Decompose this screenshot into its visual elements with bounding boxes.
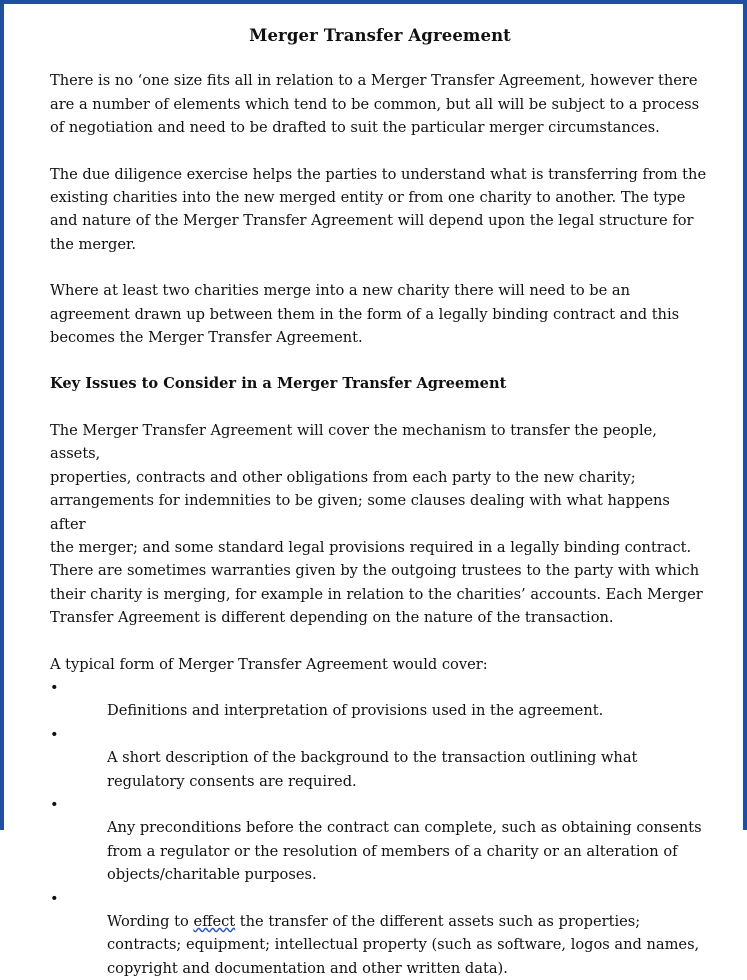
section-heading: Key Issues to Consider in a Merger Transfer Agreement bbox=[50, 375, 507, 393]
list-item bbox=[50, 723, 710, 793]
bullet-list bbox=[50, 676, 710, 980]
list-item-text: Any preconditions before the contract can complete, such as obtaining consents from a regulator or the resolution of members of a charity or an alteration of objects/charitable purposes. bbox=[107, 819, 702, 884]
list-item-text-before: Wording to bbox=[107, 913, 194, 930]
list-intro: A typical form of Merger Transfer Agreement would cover: bbox=[50, 655, 488, 673]
bullet-icon: • bbox=[50, 889, 59, 907]
bullet-icon: • bbox=[50, 795, 59, 813]
document-page bbox=[50, 24, 710, 980]
list-item bbox=[50, 793, 710, 887]
paragraph-new-charity: Where at least two charities merge into a new charity there will need to be an agreement drawn up between them in the form of a legally binding contract and this becomes the Merger Transfer Agreement. bbox=[50, 282, 680, 347]
paragraph-key-issues: The Merger Transfer Agreement will cover the mechanism to transfer the people, assets, properties, contracts and other obligations from each party to the new charity; arrangements for indemnities to be given; some clauses dealing with what happens after the merger; and some standard legal provisions required in a legally binding contract. There are sometimes warranties given by the outgoing trustees to the party with which their charity is merging, for example in relation to the charities’ accounts. Each Merger Transfer Agreement is different depending on the nature of the transaction. bbox=[50, 421, 703, 627]
list-item-text: Definitions and interpretation of provisions used in the agreement. bbox=[107, 702, 604, 720]
list-item-text: A short description of the background to the transaction outlining what regulatory consents are required. bbox=[107, 749, 638, 790]
bullet-icon: • bbox=[50, 725, 59, 743]
paragraph-due-diligence: The due diligence exercise helps the parties to understand what is transferring from the existing charities into the new merged entity or from one charity to another. The type and nature of the Merger Transfer Agreement will depend upon the legal structure for the merger. bbox=[50, 165, 707, 253]
spellcheck-flagged-word[interactable]: effect bbox=[193, 913, 236, 930]
list-item bbox=[50, 887, 710, 980]
list-item bbox=[50, 676, 710, 723]
bullet-icon: • bbox=[50, 678, 59, 696]
document-title: Merger Transfer Agreement bbox=[249, 26, 511, 45]
paragraph-intro: There is no ‘one size fits all in relation to a Merger Transfer Agreement, however there are a number of elements which tend to be common, but all will be subject to a process of negotiation and need to be drafted to suit the particular merger circumstances. bbox=[50, 72, 700, 137]
list-item-text-after: the transfer of the different assets such as properties; contracts; equipment; intellectual property (such as software, logos and names, copyright and documentation and other written data). bbox=[107, 913, 700, 977]
